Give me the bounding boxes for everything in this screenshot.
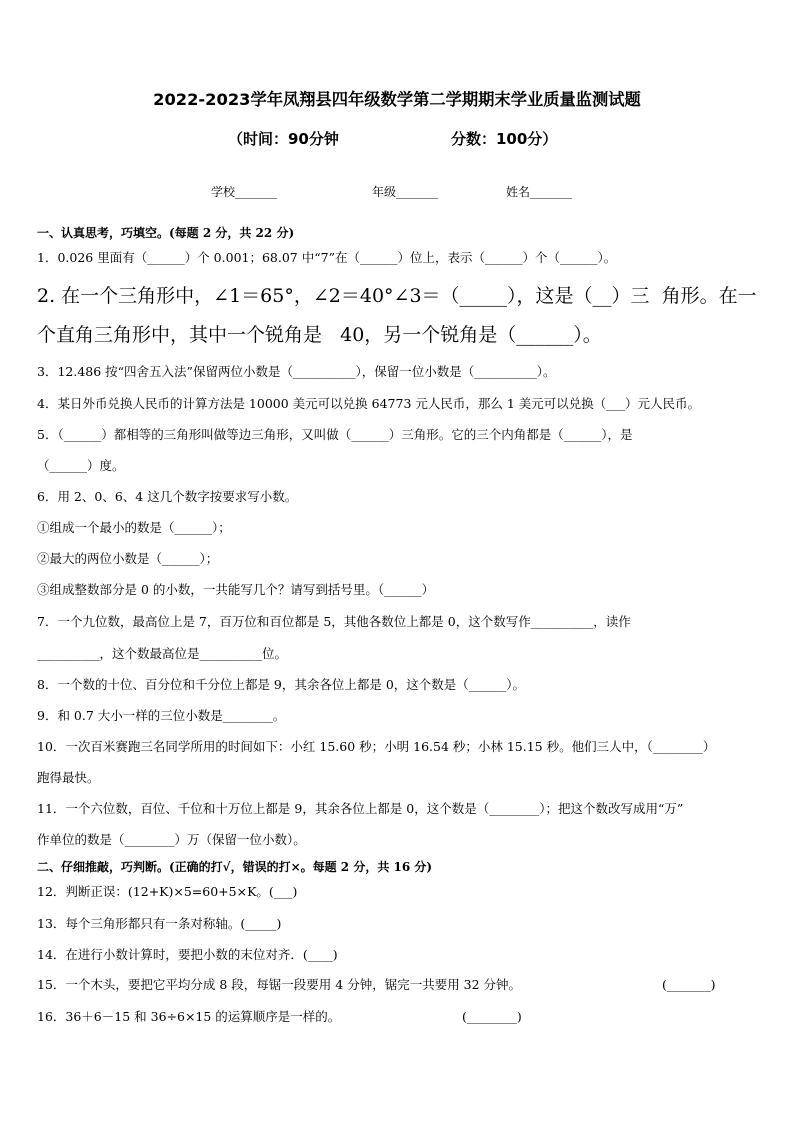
question-16-answer-blank: (________)	[462, 1009, 522, 1024]
question-15: 15．一个木头，要把它平均分成 8 段，每锯一段要用 4 分钟，锯完一共要用 32 分钟。	[37, 977, 522, 992]
page-title: 2022-2023学年凤翔县四年级数学第二学期期末学业质量监测试题	[153, 90, 641, 109]
section-heading-1: 一、认真思考，巧填空。(每题 2 分，共 22 分)	[37, 226, 295, 240]
question-14: 14．在进行小数计算时，要把小数的末位对齐．(____)	[37, 947, 338, 962]
exam-time: （时间：90分钟	[228, 130, 339, 148]
question-5-line-2: （______）度。	[37, 458, 125, 473]
question-11-line-1: 11．一个六位数，百位、千位和十万位上都是 9，其余各位上都是 0，这个数是（________）；把这个数改写成用“万”	[37, 801, 684, 816]
question-6: 6．用 2、0、6、4 这几个数字按要求写小数。	[37, 489, 298, 504]
question-15-answer-blank: (_______)	[662, 977, 716, 992]
name-field: 姓名_______	[506, 185, 573, 199]
question-16: 16．36＋6－15 和 36÷6×15 的运算顺序是一样的。	[37, 1009, 341, 1024]
question-7-line-2: __________，这个数最高位是__________位。	[37, 646, 288, 661]
question-6-part-2: ②最大的两位小数是（______）；	[37, 551, 219, 566]
question-2-line-1: 2. 在一个三角形中，∠1＝65°，∠2＝40°∠3＝（_____），这是（__）三 角形。在一	[37, 285, 757, 307]
question-13: 13．每个三角形都只有一条对称轴。(_____)	[37, 916, 282, 931]
question-10-line-1: 10．一次百米赛跑三名同学所用的时间如下：小红 15.60 秒；小明 16.54 秒；小林 15.15 秒。他们三人中，（________）	[37, 739, 716, 754]
question-11-line-2: 作单位的数是（________）万（保留一位小数）。	[37, 832, 306, 847]
exam-score: 分数：100分）	[451, 130, 558, 148]
question-7-line-1: 7．一个九位数，最高位上是 7，百万位和百位都是 5，其他各数位上都是 0，这个数写作__________，读作	[37, 614, 631, 629]
question-5-line-1: 5．（______）都相等的三角形叫做等边三角形，又叫做（______）三角形。它的三个内角都是（______），是	[37, 427, 633, 442]
question-8: 8．一个数的十位、百分位和千分位上都是 9，其余各位上都是 0，这个数是（______）。	[37, 677, 526, 692]
question-6-part-3: ③组成整数部分是 0 的小数，一共能写几个？请写到括号里。（______）	[37, 582, 435, 597]
question-10-line-2: 跑得最快。	[37, 770, 100, 785]
question-1: 1．0.026 里面有（______）个 0.001；68.07 中“7”在（______）位上，表示（______）个（______）。	[37, 250, 617, 265]
question-2-line-2: 个直角三角形中，其中一个锐角是 40，另一个锐角是（______）。	[37, 324, 602, 346]
section-heading-2: 二、仔细推敲，巧判断。(正确的打√，错误的打×。每题 2 分，共 16 分)	[37, 860, 433, 874]
question-12: 12．判断正误：(12+K)×5=60+5×K。(___)	[37, 884, 298, 899]
question-9: 9．和 0.7 大小一样的三位小数是________。	[37, 708, 286, 723]
question-4: 4．某日外币兑换人民币的计算方法是 10000 美元可以兑换 64773 元人民币，那么 1 美元可以兑换（___）元人民币。	[37, 396, 701, 411]
school-field: 学校_______	[211, 185, 278, 199]
question-6-part-1: ①组成一个最小的数是（______）；	[37, 520, 231, 535]
grade-field: 年级_______	[372, 185, 439, 199]
question-3: 3．12.486 按“四舍五入法”保留两位小数是（__________），保留一位小数是（__________）。	[37, 364, 556, 379]
